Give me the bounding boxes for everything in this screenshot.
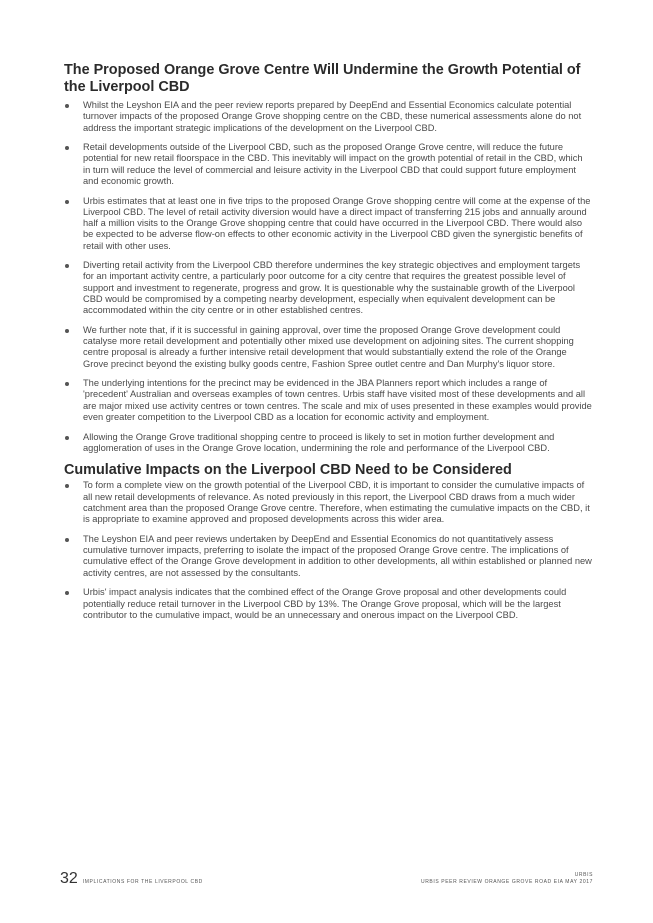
- footer-right: [421, 872, 593, 886]
- page-number: 32: [60, 870, 78, 887]
- bullet-list-growth-potential: [64, 100, 592, 454]
- footer-document-title: URBIS PEER REVIEW ORANGE GROVE ROAD EIA MAY 2017: [421, 879, 593, 885]
- bullet-paragraph: To form a complete view on the growth potential of the Liverpool CBD, it is important to consider the cumulative impacts of all new retail developments of relevance. As noted previously in this report, the Liverpool CBD draws from a much wider catchment area than the proposed Orange Grove centre. Therefore, when estimating the cumulative impacts on the CBD, it is appropriate to examine approved and proposed developments across this wider area.: [64, 480, 592, 525]
- bullet-paragraph: Whilst the Leyshon EIA and the peer review reports prepared by DeepEnd and Essential Economics calculate potential turnover impacts of the proposed Orange Grove shopping centre on the CBD, these numerical assessments alone do not address the important strategic implications of the development on the Liverpool CBD.: [64, 100, 592, 134]
- bullet-paragraph: The underlying intentions for the precinct may be evidenced in the JBA Planners report which includes a range of 'precedent' Australian and overseas examples of town centres. Urbis staff have visited most of these developments and all are major mixed use activity centres or town centres. The scale and mix of uses presented in these examples would provide even greater competition to the Liverpool CBD as a location for economic activity and employment.: [64, 378, 592, 423]
- page-content: [64, 62, 592, 621]
- bullet-paragraph: Urbis' impact analysis indicates that the combined effect of the Orange Grove proposal and other developments could potentially reduce retail turnover in the Liverpool CBD by 13%. The Orange Grove proposal, which will be the largest contributor to the cumulative impact, would be an unnecessary and onerous impact on the Liverpool CBD.: [64, 587, 592, 621]
- footer-brand: URBIS: [574, 872, 593, 878]
- bullet-paragraph: Urbis estimates that at least one in five trips to the proposed Orange Grove shopping centre will come at the expense of the Liverpool CBD. The level of retail activity diversion would have a direct impact of transferring 215 jobs and annually around half a million visits to the Orange Grove shopping centre that could have occurred in the Liverpool CBD. There would also be expected to be adverse flow-on effects to other economic activity in the Liverpool CBD given the synergistic benefits of retail with other uses.: [64, 196, 592, 252]
- bullet-paragraph: Allowing the Orange Grove traditional shopping centre to proceed is likely to set in motion further development and agglomeration of uses in the Orange Grove location, undermining the role and performance of the Liverpool CBD.: [64, 432, 592, 455]
- section-cumulative-impacts: [64, 462, 592, 621]
- footer-left: [60, 870, 203, 888]
- bullet-paragraph: We further note that, if it is successful in gaining approval, over time the proposed Orange Grove development could catalyse more retail development and potentially other mixed use development on adjoining sites. The current shopping centre proposal is already a further intensive retail development that would substantially extend the role of the Orange Grove precinct beyond the existing bulky goods centre, Fashion Spree outlet centre and Dan Murphy's liquor store.: [64, 325, 592, 370]
- section-heading-growth-potential: The Proposed Orange Grove Centre Will Undermine the Growth Potential of the Liverpool CBD: [64, 62, 581, 95]
- footer-chapter-title: IMPLICATIONS FOR THE LIVERPOOL CBD: [82, 879, 203, 885]
- bullet-paragraph: The Leyshon EIA and peer reviews undertaken by DeepEnd and Essential Economics do not quantitatively assess cumulative turnover impacts, preferring to isolate the impact of the proposed Orange Grove centre. The implications of cumulative effect of the Orange Grove development in addition to other developments, all within established or planned new activity centres, are not assessed by the consultants.: [64, 534, 592, 579]
- bullet-list-cumulative-impacts: [64, 480, 592, 621]
- bullet-paragraph: Diverting retail activity from the Liverpool CBD therefore undermines the key strategic objectives and employment targets for an important activity centre, a particularly poor outcome for a city centre that requires the greatest possible level of support and investment to regenerate, progress and grow. It is questionable why the sustainable growth of the Liverpool CBD would be compromised by a competing nearby development, especially when equivalent development can be accommodated within the city centre or in other established centres.: [64, 260, 592, 316]
- section-heading-cumulative-impacts: Cumulative Impacts on the Liverpool CBD Need to be Considered: [64, 462, 512, 479]
- bullet-paragraph: Retail developments outside of the Liverpool CBD, such as the proposed Orange Grove centre, will reduce the future potential for new retail floorspace in the CBD. This inevitably will impact on the growth potential of retail in the CBD, which in turn will reduce the level of commercial and leisure activity in the Liverpool CBD that could support future employment and economic growth.: [64, 142, 592, 187]
